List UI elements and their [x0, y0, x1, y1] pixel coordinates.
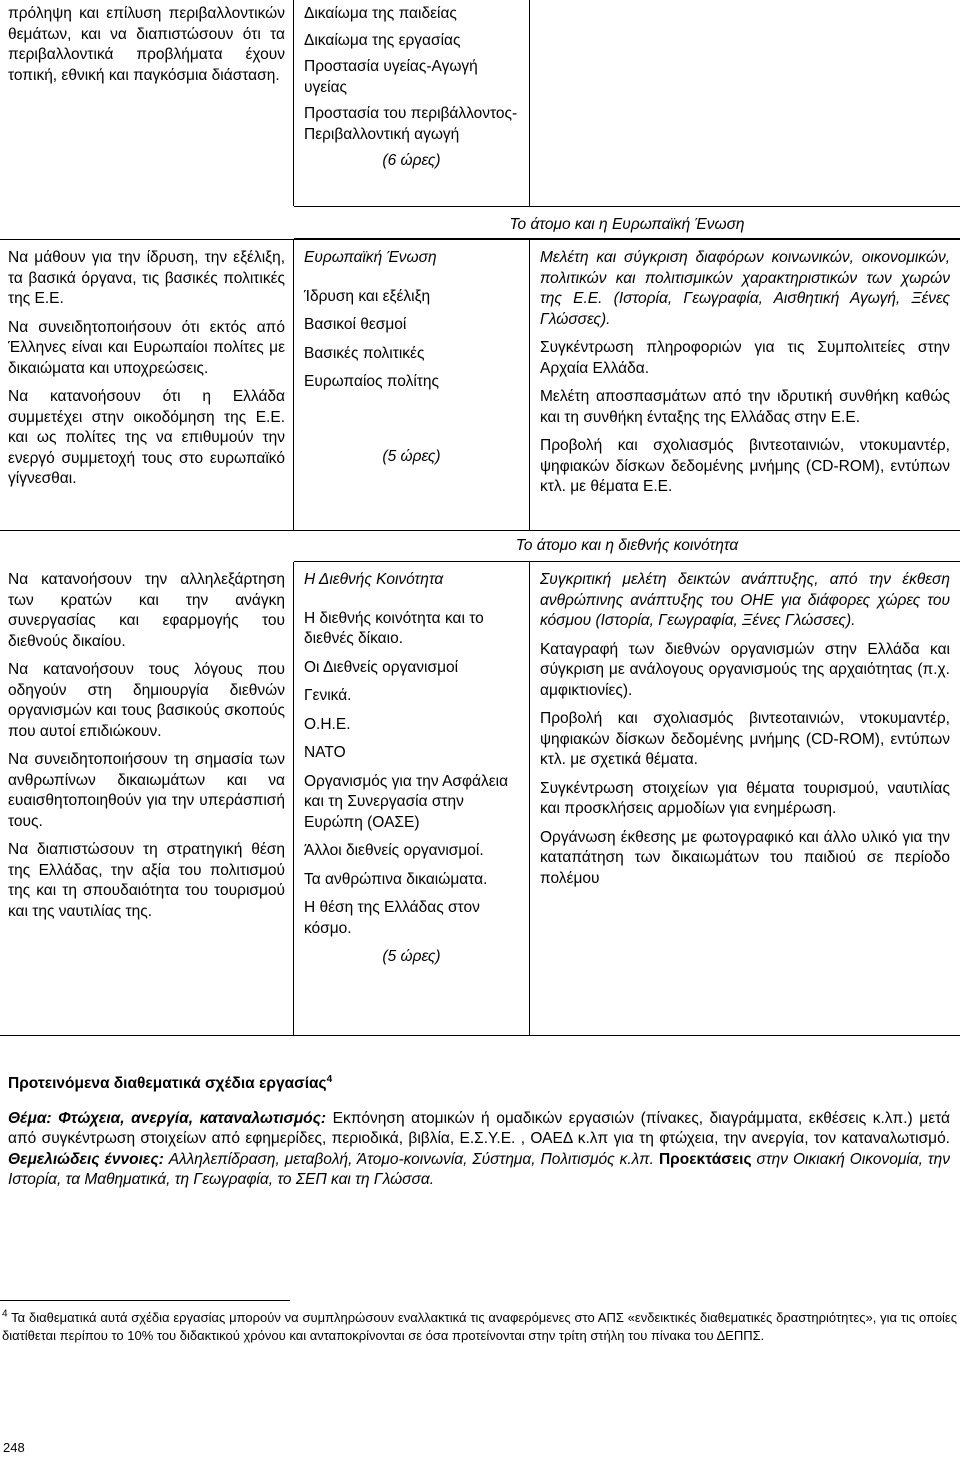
projects-title-text: Προτεινόμενα διαθεματικά σχέδια εργασίας: [8, 1075, 327, 1092]
activity-text: Καταγραφή των διεθνών οργανισμών στην Ελλάδα και σύγκριση με ανάλογους οργανισμούς της αρχαιότητας (π.χ. αμφικτιονίες).: [540, 640, 950, 699]
content-item: ΝΑΤΟ: [304, 744, 346, 761]
section-heading: Το άτομο και η Ευρωπαϊκή Ένωση: [294, 206, 960, 239]
hours-label: (5 ώρες): [382, 948, 441, 965]
activity-text: Προβολή και σχολιασμός βιντεοταινιών, ντοκυμαντέρ, ψηφιακών δίσκων δεδομένης μνήμης (CD-ROM), εντύπων κτλ. με σχετικά θέματα.: [540, 710, 950, 768]
activities-cell: [530, 562, 960, 1035]
objective-text: Να διαπιστώσουν τη στρατηγική θέση της Ελλάδας, την αξία του πολιτισμού της και τη σπουδαιότητα του τουρισμού και της ναυτιλίας της.: [8, 841, 285, 920]
objective-text: Να μάθουν για την ίδρυση, την εξέλιξη, τα βασικά όργανα, τις βασικές πολιτικές της Ε.Ε.: [8, 249, 285, 307]
objectives-cell: [0, 562, 294, 1035]
content-item: Προστασία του περιβάλλοντος-Περιβαλλοντική αγωγή: [304, 105, 518, 143]
footnote-ref: 4: [326, 1073, 333, 1085]
projects-section: [0, 1074, 960, 1191]
footnote-number: 4: [2, 1308, 8, 1320]
footnote: [0, 1309, 957, 1344]
content-title: Ευρωπαϊκή Ένωση: [304, 249, 437, 266]
extensions-text: στην Οικιακή Οικονομία, την Ιστορία, τα Μαθηματικά, τη Γεωγραφία, το ΣΕΠ και τη Γλώσσα.: [8, 1150, 951, 1188]
activities-cell: [530, 0, 960, 206]
content-item: Οργανισμός για την Ασφάλεια και τη Συνεργασία στην Ευρώπη (ΟΑΣΕ): [304, 772, 509, 831]
theme-title: Φτώχεια, ανεργία, καταναλωτισμός:: [58, 1109, 327, 1127]
content-item: Βασικοί θεσμοί: [304, 316, 407, 333]
hours-label: (6 ώρες): [382, 152, 441, 169]
concepts-text: Αλληλεπίδραση, μεταβολή, Άτομο-κοινωνία, Σύστημα, Πολιτισμός κ.λπ.: [168, 1150, 654, 1168]
activity-text: Συγκριτική μελέτη δεικτών ανάπτυξης, από την έκθεση ανθρώπινης ανάπτυξης του ΟΗΕ για διάφορες χώρες του κόσμου (Ιστορία, Γεωγραφία, Ξένες Γλώσσες).: [540, 571, 950, 629]
concepts-label: Θεμελιώδεις έννοιες:: [8, 1150, 164, 1168]
activity-text: Προβολή και σχολιασμός βιντεοταινιών, ντοκυμαντέρ, ψηφιακών δίσκων δεδομένης μνήμης (CD-ROM), εντύπων κτλ. με θέματα Ε.Ε.: [540, 437, 950, 495]
objective-text: Να κατανοήσουν την αλληλεξάρτηση των κρατών και την ανάγκη συνεργασίας και εφαρμογής του διεθνούς δικαίου.: [8, 571, 285, 650]
content-cell: [294, 0, 530, 206]
content-title: Η Διεθνής Κοινότητα: [304, 571, 444, 588]
content-item: Δικαίωμα της εργασίας: [304, 31, 461, 49]
content-item: Η θέση της Ελλάδας στον κόσμο.: [304, 899, 480, 937]
objective-text: Να συνειδητοποιήσουν τη σημασία των ανθρωπίνων δικαιωμάτων και να ευαισθητοποιηθούν για την υπεράσπισή τους.: [8, 751, 285, 830]
activity-text: Οργάνωση έκθεσης με φωτογραφικό και άλλο υλικό για την καταπάτηση των δικαιωμάτων του παιδιού σε περίοδο πολέμου: [540, 828, 950, 887]
content-item: Ίδρυση και εξέλιξη: [304, 287, 431, 305]
activity-text: Μελέτη και σύγκριση διαφόρων κοινωνικών, οικονομικών, πολιτικών και πολιτισμικών χαρακτηριστικών των χωρών της Ε.Ε. (Ιστορία, Γεωγραφία, Αισθητική Αγωγή, Ξένες Γλώσσες).: [540, 249, 950, 328]
objective-text: πρόληψη και επίλυση περιβαλλοντικών θεμάτων, και να διαπιστώσουν ότι τα περιβαλλοντικά προβλήματα έχουν τοπική, εθνική και παγκόσμια διάσταση.: [8, 5, 285, 84]
content-item: Η διεθνής κοινότητα και το διεθνές δίκαιο.: [304, 609, 484, 647]
content-item: Προστασία υγείας-Αγωγή υγείας: [304, 58, 478, 96]
objective-text: Να κατανοήσουν ότι η Ελλάδα συμμετέχει στην οικοδόμηση της Ε.Ε. και ως πολίτες της να επιθυμούν την ενεργό συμμετοχή τους στο ευρωπαϊκό γίγνεσθαι.: [8, 388, 285, 487]
section-heading: Το άτομο και η διεθνής κοινότητα: [294, 531, 960, 562]
content-item: Άλλοι διεθνείς οργανισμοί.: [304, 842, 484, 859]
content-item: Οι Διεθνείς οργανισμοί: [304, 658, 459, 676]
content-cell: [294, 562, 530, 1035]
projects-title: [0, 1074, 960, 1095]
theme-label: Θέμα:: [8, 1109, 52, 1127]
objectives-cell: [0, 0, 294, 206]
table-row: [0, 239, 960, 531]
content-cell: [294, 240, 530, 530]
extensions-label: Προεκτάσεις: [658, 1150, 752, 1168]
activities-cell: [530, 240, 960, 530]
content-item: Ο.Η.Ε.: [304, 715, 351, 733]
page-number: 248: [3, 1440, 25, 1455]
objectives-cell: [0, 240, 294, 530]
footnote-divider: [0, 1300, 290, 1301]
content-item: Τα ανθρώπινα δικαιώματα.: [304, 870, 488, 888]
footnote-text: Τα διαθεματικά αυτά σχέδια εργασίας μπορούν να συμπληρώσουν εναλλακτικά τις αναφερόμενες στο ΑΠΣ «ενδεικτικές διαθεματικές δραστηριότητες», για τις οποίες διατίθεται περίπου το 10% του διδακτικού χρόνου και ανταποκρίνονται σε όσα προτείνονται στην τρίτη στήλη του πίνακα του ΔΕΠΠΣ.: [2, 1310, 957, 1343]
content-item: Ευρωπαίος πολίτης: [304, 373, 439, 390]
activity-text: Συγκέντρωση στοιχείων για θέματα τουρισμού, ναυτιλίας και προσκλήσεις αρμοδίων για ενημέρωση.: [540, 779, 950, 817]
theme-text: Εκπόνηση ατομικών ή ομαδικών εργασιών (πίνακες, διαγράμματα, εκθέσεις κ.λπ.) μετά από συγκέντρωση στοιχείων από εφημερίδες, περιοδικά, βιβλία, Ε.Σ.Υ.Ε. , ΟΑΕΔ κ.λπ για τη φτώχεια, την ανεργία, τον καταναλωτισμό.: [8, 1109, 950, 1147]
content-item: Γενικά.: [304, 687, 352, 704]
content-item: Δικαίωμα της παιδείας: [304, 5, 457, 22]
hours-label: (5 ώρες): [382, 447, 441, 465]
theme-paragraph: [0, 1095, 960, 1191]
activity-text: Συγκέντρωση πληροφοριών για τις Συμπολιτείες στην Αρχαία Ελλάδα.: [540, 339, 950, 377]
activity-text: Μελέτη αποσπασμάτων από την ιδρυτική συνθήκη καθώς και τη συνθήκη ένταξης της Ελλάδας στην Ε.Ε.: [540, 388, 950, 426]
content-item: Βασικές πολιτικές: [304, 344, 425, 362]
table-row: [0, 0, 960, 206]
objective-text: Να κατανοήσουν τους λόγους που οδηγούν στη δημιουργία διεθνών οργανισμών και τους βασικούς σκοπούς που αυτοί επιδιώκουν.: [8, 661, 285, 740]
table-row: [0, 562, 960, 1036]
objective-text: Να συνειδητοποιήσουν ότι εκτός από Έλληνες είναι και Ευρωπαίοι πολίτες με δικαιώματα και υποχρεώσεις.: [8, 318, 285, 377]
